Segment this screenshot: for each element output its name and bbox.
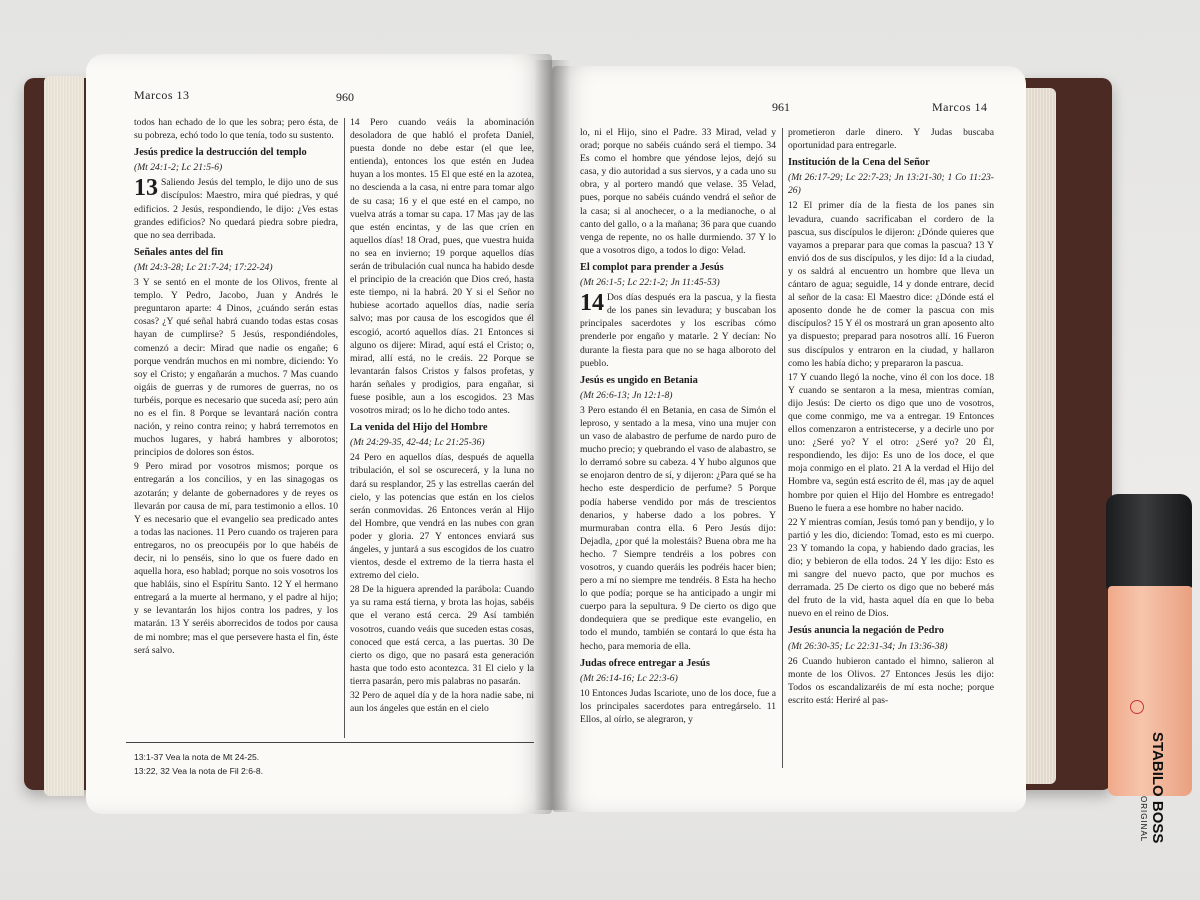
left-column-1 — [134, 116, 338, 740]
verse-paragraph: 9 Pero mirad por vosotros mismos; porque os entregarán a los concilios, y en las sinagogas os azotarán; y delante de gobernadores y de reyes os llevarán por causa de mí, para testimonio a ellos. 10 Y es necesario que el evangelio sea predicado antes a todas las naciones. 11 Pero cuando os trajeren para entregaros, no os preocupéis por lo que habéis de decir, ni lo penséis, sino lo que os fuere dado en aquella hora, eso hablad; porque no sois vosotros los que habláis, sino el Espíritu Santo. 12 Y el hermano entregará a la muerte al hermano, y el padre al hijo; y se levantarán los hijos contra los padres, y los matarán. 13 Y seréis aborrecidos de todos por causa de mi nombre; mas el que persevere hasta el fin, éste será salvo. — [134, 461, 338, 656]
footnote-rule — [126, 742, 534, 743]
cross-reference: (Mt 26:30-35; Lc 22:31-34; Jn 13:36-38) — [788, 640, 948, 652]
verse-text: Dos días después era la pascua, y la fiesta de los panes sin levadura; y buscaban los principales sacerdotes y los escribas cómo prenderle por engaño y matarle. 2 Y decían: No durante la fiesta para que no se haga alboroto del pueblo. — [580, 292, 776, 369]
column-rule — [344, 118, 345, 738]
verse-paragraph: 14 Pero cuando veáis la abominación desoladora de que habló el profeta Daniel, puesta donde no debe estar (el que lee, entienda), entonces los que estén en Judea huyan a los montes. 15 El que esté en la azotea, no descienda a la casa, ni entre para tomar algo de su casa; 16 y el que esté en el campo, no vuelva atrás a tomar su capa. 17 Mas ¡ay de las que estén encintas, y de las que críen en aquellos días! 18 Orad, pues, que vuestra huida no sea en invierno; 19 porque aquellos días serán de tribulación cual nunca ha habido desde el principio de la creación que Dios creó, hasta este tiempo, ni la habrá. 20 Y si el Señor no hubiese acortado aquellos días, nadie sería salvo; mas por causa de los escogidos que él escogió, acortó aquellos días. 21 Entonces si alguno os dijere: Mirad, aquí está el Cristo; o, mirad, allí está, no le creáis. 22 Porque se levantarán falsos Cristos y falsos profetas, y harán señales y prodigios, para engañar, si fuese posible, aun a los escogidos. 23 Mas vosotros mirad; os lo he dicho todo antes. — [350, 117, 534, 417]
marker-barrel — [1108, 586, 1192, 844]
cross-reference: (Mt 26:1-5; Lc 22:1-2; Jn 11:45-53) — [580, 277, 720, 289]
verse-paragraph — [134, 176, 338, 241]
cross-reference: (Mt 26:17-29; Lc 22:7-23; Jn 13:21-30; 1 Co 11:23-26) — [788, 172, 994, 197]
cross-reference: (Mt 24:1-2; Lc 21:5-6) — [134, 162, 223, 174]
right-page — [552, 66, 1026, 812]
verse-paragraph: lo, ni el Hijo, sino el Padre. 33 Mirad, velad y orad; porque no sabéis cuándo será el tiempo. 34 Es como el hombre que yéndose lejos, dejó su casa, y dio autoridad a sus siervos, y a cada uno su obra, y al portero mandó que velase. 35 Velad, pues, porque no sabéis cuándo vendrá el señor de la casa; si al anochecer, o a la medianoche, o al canto del gallo, o a la mañana; 36 para que cuando venga de repente, no os halle durmiendo. 37 Y lo que a vosotros digo, a todos lo digo: Velad. — [580, 127, 776, 256]
verse-paragraph: 26 Cuando hubieron cantado el himno, salieron al monte de los Olivos. 27 Entonces Jesús les dijo: Todos os escandalizaréis de mí esta noche; porque escrito está: Heriré al pas- — [788, 655, 994, 706]
section-heading: Jesús anuncia la negación de Pedro — [788, 625, 944, 637]
footnote-2: 13:22, 32 Vea la nota de Fil 2:6-8. — [134, 766, 263, 776]
verse-paragraph: 17 Y cuando llegó la noche, vino él con los doce. 18 Y cuando se sentaron a la mesa, mientras comían, dijo Jesús: De cierto os digo que uno de vosotros, que come conmigo, me va a entregar. 19 Entonces ellos comenzaron a entristecerse, y a decirle uno por uno: ¿Seré yo? Y el otro: ¿Seré yo? 20 Él, respondiendo, les dijo: Es uno de los doce, el que moja conmigo en el plato. 21 A la verdad el Hijo del Hombre va, según está escrito de él, mas ¡ay de aquel hombre por quien el Hijo del Hombre es entregado! Bueno le fuera a ese hombre no haber nacido. — [788, 371, 994, 514]
brand-logo-icon — [1130, 700, 1144, 714]
cross-reference: (Mt 26:14-16; Lc 22:3-6) — [580, 672, 678, 684]
marker-brand-text: STABILO BOSS — [1149, 732, 1166, 844]
right-column-1 — [580, 126, 776, 772]
right-running-header: Marcos 14 — [932, 100, 988, 114]
section-heading: Institución de la Cena del Señor — [788, 157, 930, 169]
left-column-2 — [350, 116, 534, 740]
cross-reference: (Mt 26:6-13; Jn 12:1-8) — [580, 389, 673, 401]
column-rule — [782, 128, 783, 768]
verse-paragraph — [580, 291, 776, 370]
section-heading: Jesús es ungido en Betania — [580, 374, 698, 386]
section-heading: Jesús predice la destrucción del templo — [134, 147, 307, 159]
cross-reference: (Mt 24:3-28; Lc 21:7-24; 17:22-24) — [134, 261, 273, 273]
highlighter-marker — [1106, 494, 1194, 844]
verse-paragraph: 28 De la higuera aprended la parábola: Cuando ya su rama está tierna, y brota las hojas, sabéis que el verano está cerca. 29 Así también vosotros, cuando veáis que suceden estas cosas, conoced que está cerca, a las puertas. 30 De cierto os digo, que no pasará esta generación hasta que todo esto acontezca. 31 El cielo y la tierra pasarán, pero mis palabras no pasarán. — [350, 584, 534, 687]
marker-sub-text: ORIGINAL — [1139, 796, 1148, 843]
chapter-number: 14 — [580, 290, 604, 317]
section-heading: La venida del Hijo del Hombre — [350, 422, 488, 434]
left-page-edges — [44, 76, 84, 796]
verse-text: Saliendo Jesús del templo, le dijo uno de sus discípulos: Maestro, mira qué piedras, y qué edificios. 2 Jesús, respondiendo, le dijo: ¿Ves estas grandes edificios? No quedará piedra sobre piedra, que no sea derribada. — [134, 177, 338, 241]
verse-paragraph: 10 Entonces Judas Iscariote, uno de los doce, fue a los principales sacerdotes para entregárselo. 11 Ellos, al oírlo, se alegraron, y — [580, 687, 776, 726]
verse-paragraph: 3 Pero estando él en Betania, en casa de Simón el leproso, y sentado a la mesa, vino una mujer con un vaso de alabastro de perfume de nardo puro de mucho precio; y quebrando el vaso de alabastro, se lo derramó sobre su cabeza. 4 Y hubo algunos que se enojaron dentro de sí, y dijeron: ¿Para qué se ha hecho este desperdicio de perfume? 5 Porque podía haberse vendido por más de trescientos denarios, y haberse dado a los pobres. Y murmuraban contra ella. 6 Pero Jesús dijo: Dejadla, ¿por qué la molestáis? Buena obra me ha hecho. 7 Siempre tendréis a los pobres con vosotros, y cuando queráis les podréis hacer bien; pero a mí no siempre me tendréis. 8 Esta ha hecho lo que podía; porque se ha anticipado a ungir mi cuerpo para la sepultura. 9 De cierto os digo que dondequiera que se predique este evangelio, en todo el mundo, también se contará lo que ésta ha hecho, para memoria de ella. — [580, 404, 776, 652]
section-heading: Señales antes del fin — [134, 246, 224, 258]
left-running-header: Marcos 13 — [134, 88, 190, 102]
chapter-number: 13 — [134, 175, 158, 202]
footnote-1: 13:1-37 Vea la nota de Mt 24-25. — [134, 752, 260, 762]
verse-paragraph: 3 Y se sentó en el monte de los Olivos, frente al templo. Y Pedro, Jacobo, Juan y Andrés le preguntaron aparte: 4 Dinos, ¿cuándo serán estas cosas? ¿Y qué señal habrá cuando todas estas cosas hayan de cumplirse? 5 Jesús, respondiéndoles, comenzó a decir: Mirad que nadie os engañe; 6 porque vendrán muchos en mi nombre, diciendo: Yo soy el Cristo; y engañarán a muchos. 7 Mas cuando oigáis de guerras y de rumores de guerras, no os turbéis, porque es necesario que suceda así; pero aún no es el fin. 8 Porque se levantará nación contra nación, y reino contra reino; y habrá terremotos en muchos lugares, y habrá hambres y alborotos; principios de dolores son éstos. — [134, 277, 338, 459]
marker-cap — [1106, 494, 1192, 590]
left-page-number: 960 — [336, 90, 354, 104]
verse-paragraph: 24 Pero en aquellos días, después de aquella tribulación, el sol se oscurecerá, y la luna no dará su resplandor, 25 y las estrellas caerán del cielo, y las potencias que están en los cielos serán conmovidas. 26 Entonces verán al Hijo del Hombre, que vendrá en las nubes con gran poder y gloria. 27 Y entonces enviará sus ángeles, y juntará a sus escogidos de los cuatro vientos, desde el extremo de la tierra hasta el extremo del cielo. — [350, 452, 534, 582]
cross-reference: (Mt 24:29-35, 42-44; Lc 21:25-36) — [350, 437, 485, 449]
verse-paragraph: 32 Pero de aquel día y de la hora nadie sabe, ni aun los ángeles que están en el cielo — [350, 690, 534, 715]
verse-paragraph: 12 El primer día de la fiesta de los panes sin levadura, cuando sacrificaban el cordero de la pascua, sus discípulos le dijeron: ¿Dónde quieres que vayamos a preparar para que comas la pascua? 13 Y envió dos de sus discípulos, y les dijo: Id a la ciudad, y os saldrá al encuentro un hombre que lleva un cántaro de agua; seguidle, 14 y donde entrare, decid al señor de la casa: El Maestro dice: ¿Dónde está el aposento donde he de comer la pascua con mis discípulos? 15 Y él os mostrará un gran aposento alto ya dispuesto; preparad para nosotros allí. 16 Fueron sus discípulos y entraron en la ciudad, y hallaron como les había dicho; y prepararon la pascua. — [788, 200, 994, 369]
book-spine-gutter — [534, 60, 570, 810]
section-heading: El complot para prender a Jesús — [580, 261, 724, 273]
right-column-2 — [788, 126, 994, 772]
left-page — [86, 54, 552, 814]
verse-paragraph: prometieron darle dinero. Y Judas buscaba oportunidad para entregarle. — [788, 127, 994, 152]
verse-paragraph: todos han echado de lo que les sobra; pero ésta, de su pobreza, echó todo lo que tenía, todo su sustento. — [134, 117, 338, 142]
verse-paragraph: 22 Y mientras comían, Jesús tomó pan y bendijo, y lo partió y les dio, diciendo: Tomad, esto es mi cuerpo. 23 Y tomando la copa, y habiendo dado gracias, les dio; y bebieron de ella todos. 24 Y les dijo: Esto es mi sangre del nuevo pacto, que por muchos es derramada. 25 De cierto os digo que no beberé más del fruto de la vid, hasta aquel día en que lo beba nuevo en el reino de Dios. — [788, 516, 994, 620]
section-heading: Judas ofrece entregar a Jesús — [580, 657, 710, 669]
right-page-number: 961 — [772, 100, 790, 114]
